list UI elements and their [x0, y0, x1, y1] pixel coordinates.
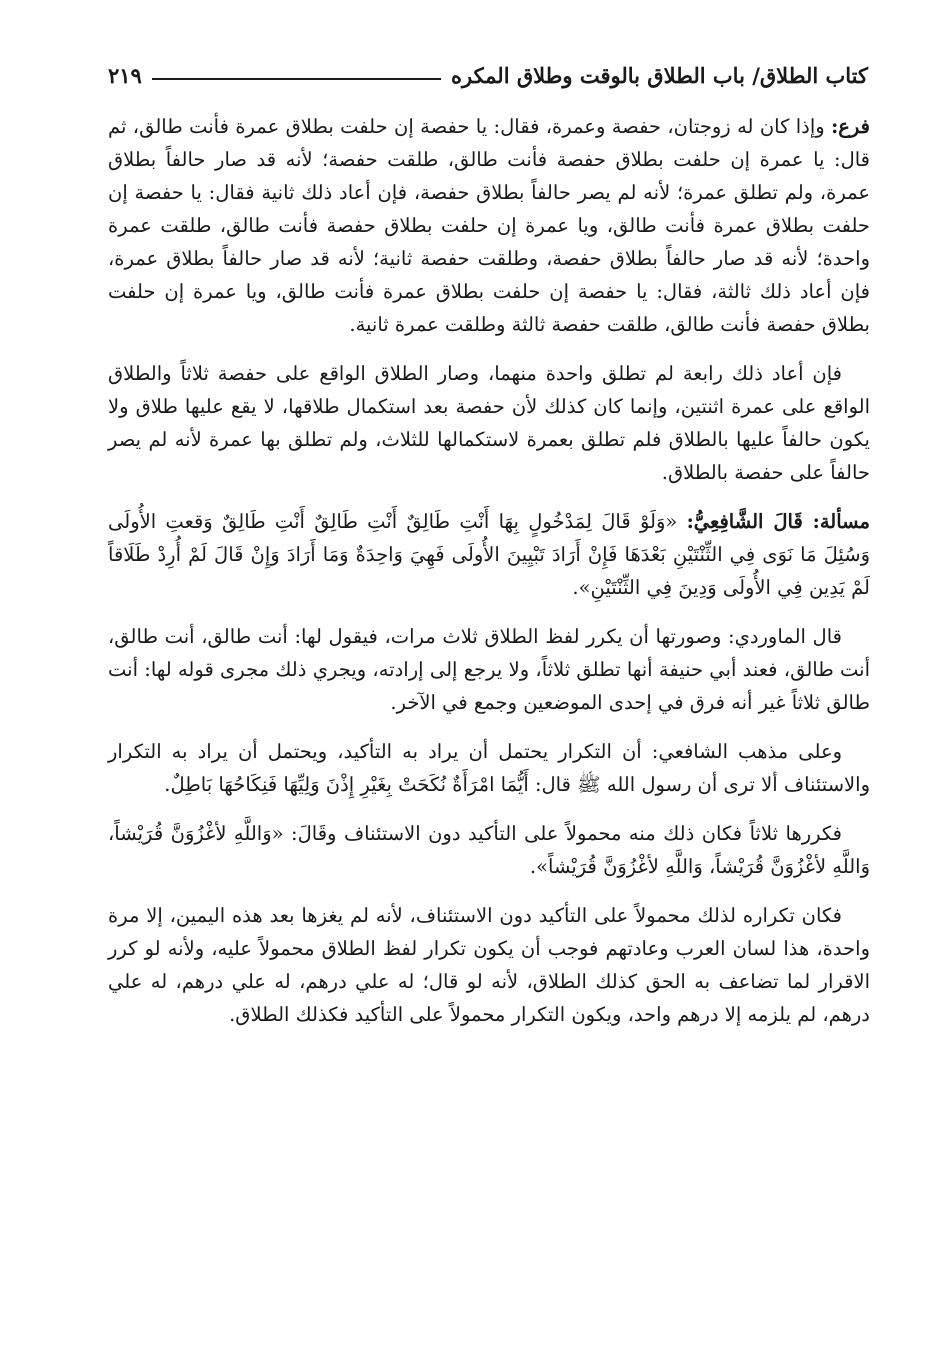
- paragraph-text: فكان تكراره لذلك محمولاً على التأكيد دون الاستئناف، لأنه لم يغزها بعد هذه اليمين، إلا مرة واحدة، هذا لسان العرب وعادتهم فوجب أن يكون تكرار لفظ الطلاق محمولاً عليه، ولأنه لو كرر الاقرار لما تضاعف به الحق كذلك الطلاق، لأنه لو قال؛ له علي درهم، له علي درهم، له علي درهم، لم يلزمه إلا درهم واحد، ويكون التكرار محمولاً على التأكيد فكذلك الطلاق.: [108, 904, 870, 1026]
- paragraph-far: [108, 110, 870, 341]
- paragraph-text: وعلى مذهب الشافعي: أن التكرار يحتمل أن يراد به التأكيد، ويحتمل أن يراد به التكرار والاستئناف ألا ترى أن رسول الله ﷺ قال: أَيُّمَا امْرَأَةٌ نُكَحَتْ بِغَيْرِ إِذْنَ وَلِيِّهَا فَنِكَاحُهَا بَاطِلٌ.: [108, 740, 870, 796]
- page-header: [108, 58, 868, 92]
- paragraph-text: قال الماوردي: وصورتها أن يكرر لفظ الطلاق ثلاث مرات، فيقول لها: أنت طالق، أنت طالق، أنت طالق، فعند أبي حنيفة أنها تطلق ثلاثاً، ولا يرجع إلى إرادته، ويجري ذلك مجرى قوله لها: أنت طالق ثلاثاً غير أنه فرق في إحدى الموضعين وجمع في الآخر.: [108, 625, 870, 714]
- paragraph-text: فكررها ثلاثاً فكان ذلك منه محمولاً على التأكيد دون الاستئناف وقَالَ: «وَاللَّهِ لأغْزُوَنَّ قُرَيْشاً، وَاللَّهِ لأغْزُوَنَّ قُرَيْشاً، وَاللَّهِ لأغْزُوَنَّ قُرَيْشاً».: [108, 822, 870, 878]
- paragraph-lead: مسألة: قَالَ الشَّافِعِيُّ:: [686, 510, 871, 533]
- paragraph-masala: [108, 505, 870, 604]
- page-number: ٢١٩: [108, 62, 142, 88]
- paragraph: [108, 357, 870, 489]
- body-text: [108, 110, 870, 1047]
- running-title: كتاب الطلاق/ باب الطلاق بالوقت وطلاق المكره: [450, 62, 868, 88]
- paragraph-text: «وَلَوْ قَالَ لِمَدْخُولٍ بِهَا أَنْتِ طَالِقٌ أَنْتِ طَالِقٌ أَنْتِ طَالِقٌ وَقعتِ الأُولَى وَسُئِلَ مَا نَوَى فِي الثِّنْتَيْنِ بَعْدَهَا فَإِنْ أَرَادَ تَبْيِينَ الأُولَى فَهِيَ وَاحِدَةٌ وَمَا أَرَادَ وَإِنْ قَالَ لَمْ أُرِدْ طَلَاقاً لَمْ يَدِين فِي الأُولَى وَدِينَ فِي الثِّنْتَيْنِ».: [108, 510, 870, 599]
- header-rule: [152, 78, 441, 80]
- paragraph: [108, 899, 870, 1031]
- paragraph-text: وإذا كان له زوجتان، حفصة وعمرة، فقال: يا حفصة إن حلفت بطلاق عمرة فأنت طالق، ثم قال: يا عمرة إن حلفت بطلاق حفصة فأنت طالق، طلقت حفصة؛ لأنه قد صار حالفاً بطلاق عمرة، ولم تطلق عمرة؛ لأنه لم يصر حالفاً بطلاق حفصة، فإن أعاد ذلك ثانية فقال: يا حفصة إن حلفت بطلاق عمرة فأنت طالق، ويا عمرة إن حلفت بطلاق حفصة فأنت طالق، طلقت عمرة واحدة؛ لأنه قد صار حالفاً بطلاق حفصة، وطلقت حفصة ثانية؛ لأنه قد صار حالفاً بطلاق عمرة، فإن أعاد ذلك ثالثة، فقال: يا حفصة إن حلفت بطلاق عمرة فأنت طالق، ويا عمرة إن حلفت بطلاق حفصة فأنت طالق، طلقت حفصة ثالثة وطلقت عمرة ثانية.: [108, 115, 870, 336]
- paragraph: [108, 735, 870, 801]
- paragraph: [108, 817, 870, 883]
- paragraph-text: فإن أعاد ذلك رابعة لم تطلق واحدة منهما، وصار الطلاق الواقع على حفصة ثلاثاً والطلاق الواقع على عمرة اثنتين، وإنما كان كذلك لأن حفصة بعد استكمال طلاقها، لا يقع عليها طلاق ولا يكون حالفاً عليها بالطلاق فلم تطلق بعمرة لاستكمالها للثلاث، ولم تطلق بها عمرة لأنه لم يصر حالفاً على حفصة بالطلاق.: [108, 362, 870, 484]
- paragraph-lead: فرع:: [831, 115, 870, 138]
- paragraph: [108, 620, 870, 719]
